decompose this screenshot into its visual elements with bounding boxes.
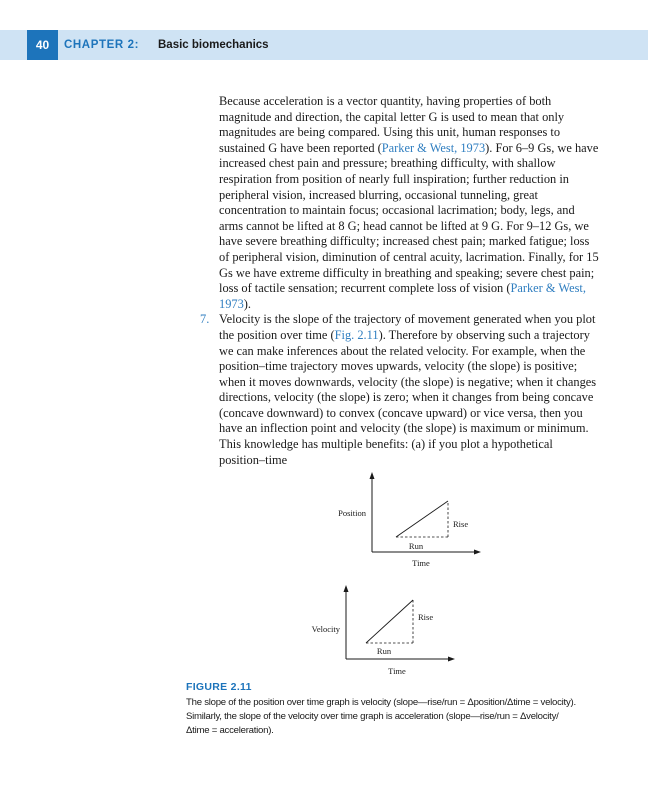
list-number-7: 7. [200, 312, 210, 327]
caption-line-1: The slope of the position over time graph is velocity (slope—rise/run = Δposition/Δtime = velocity). [186, 697, 576, 708]
top-y-arrow-icon [370, 472, 375, 479]
item7-text-1: Velocity is the slope of the trajectory of movement generated when you plot the position over time ( [219, 312, 596, 342]
chapter-title: Basic biomechanics [158, 39, 269, 51]
top-run-label: Run [408, 541, 424, 551]
caption-line-2: Similarly, the slope of the velocity over time graph is acceleration (slope—rise/run = Δvelocity/ [186, 711, 559, 723]
bottom-run-label: Run [376, 646, 392, 656]
item7-text-2: ). Therefore by observing such a trajectory we can make inferences about the related velocity. For example, when the position–time trajectory moves upwards, velocity (the slope) is positive; when it moves downwards, velocity (the slope) is negative; when it changes directions, velocity (the slope) is zero; when it changes from being concave (concave downward) to convex (concave upward) or vice versa, then you have an inflection point and velocity (the slope) is maximum or minimum. This knowledge has multiple benefits: (a) if you plot a hypothetical position–time [219, 327, 597, 467]
figure-caption [186, 681, 606, 739]
citation-parker-west-2[interactable]: Parker & West, 1973 [219, 281, 586, 311]
top-x-arrow-icon [474, 550, 481, 555]
body-text [200, 94, 599, 468]
top-xlabel: Time [412, 558, 430, 568]
bottom-ylabel: Velocity [311, 624, 340, 634]
bottom-slope-line [366, 600, 413, 643]
para1-text-3: ). [243, 296, 252, 311]
position-time-graph [338, 472, 481, 568]
figure-2-11-graphs [300, 470, 500, 680]
bottom-y-arrow-icon [344, 585, 349, 592]
caption-line-3: Δtime = acceleration). [186, 725, 274, 737]
figure-label: FIGURE 2.11 [186, 681, 252, 693]
para1-text-2: ). For 6–9 Gs, we have increased chest pain and pressure; breathing difficulty, with shallow respiration from position of nearly full inspiration; further reduction in peripheral vision, increased blurring, occasional tunneling, great concentration to maintain focus; occasional lacrimation; body, legs, and arms cannot be lifted at 8 G; head cannot be lifted at 9 G. For 9–12 Gs, we have severe breathing difficulty; increased chest pain; marked fatigue; loss of peripheral vision, diminution of central acuity, lacrimation. Finally, for 15 Gs we have extreme difficulty in breathing and speaking; severe chest pain; loss of tactile sensation; recurrent complete loss of vision ( [219, 140, 599, 296]
running-header [0, 30, 648, 60]
top-slope-line [396, 501, 448, 537]
chapter-label: CHAPTER 2: [64, 39, 140, 51]
para1-text-1: Because acceleration is a vector quantity, having properties of both magnitude and direction, the capital letter G is used to mean that only magnitudes are being compared. Using this unit, human responses to sustained G have been reported ( [219, 94, 565, 155]
top-rise-label: Rise [453, 519, 469, 529]
bottom-x-arrow-icon [448, 657, 455, 662]
bottom-xlabel: Time [388, 666, 406, 676]
top-ylabel: Position [338, 508, 366, 518]
velocity-time-graph [312, 585, 455, 676]
paragraph-g-responses [219, 94, 599, 312]
figure-reference-link[interactable]: Fig. 2.11 [334, 327, 379, 342]
page-number: 40 [27, 30, 58, 60]
citation-parker-west-1[interactable]: Parker & West, 1973 [381, 140, 486, 155]
list-item-7 [200, 312, 599, 468]
bottom-rise-label: Rise [418, 612, 434, 622]
